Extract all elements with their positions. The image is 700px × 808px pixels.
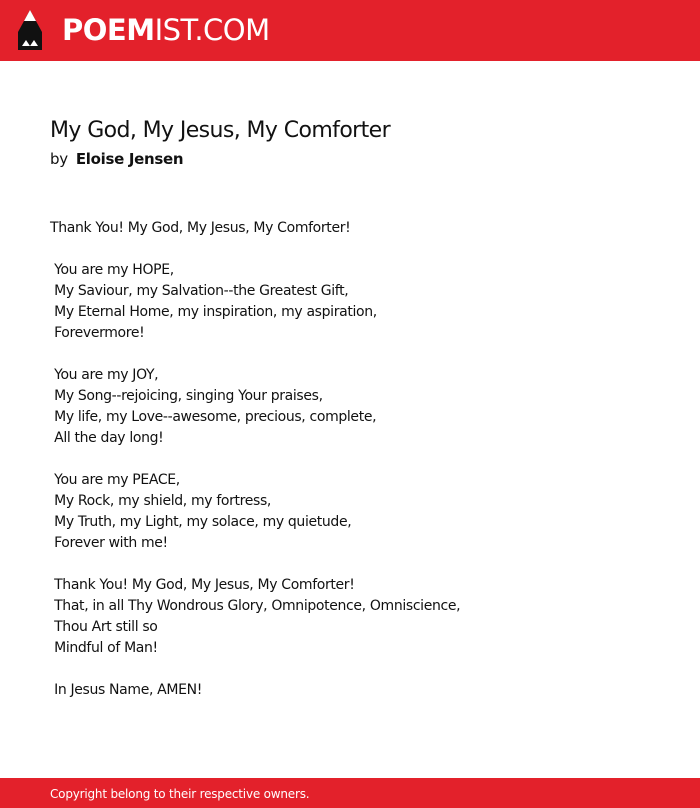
stanza-gap <box>50 554 670 575</box>
poem-line: My Eternal Home, my inspiration, my aspiration, <box>50 304 377 320</box>
poem-line: You are my JOY, <box>50 367 159 383</box>
site-footer <box>0 778 700 808</box>
poem-line: You are my HOPE, <box>50 262 174 278</box>
poem-line: Thank You! My God, My Jesus, My Comforter! <box>50 577 355 593</box>
logo-bold-text: POEM <box>62 13 155 47</box>
poem-line: All the day long! <box>50 430 164 446</box>
poem-line: Forever with me! <box>50 535 168 551</box>
byline <box>50 148 183 170</box>
poem-line: That, in all Thy Wondrous Glory, Omnipotence, Omniscience, <box>50 598 461 614</box>
poem-body <box>50 218 670 701</box>
poem-line: My life, my Love--awesome, precious, complete, <box>50 409 377 425</box>
poem-line: Mindful of Man! <box>50 640 158 656</box>
stanza-gap <box>50 344 670 365</box>
poem-line: Thou Art still so <box>50 619 158 635</box>
author-name: Eloise Jensen <box>75 150 184 168</box>
stanza-gap <box>50 239 670 260</box>
pencil-icon[interactable] <box>18 10 42 50</box>
poem-line: Thank You! My God, My Jesus, My Comforter! <box>50 220 351 236</box>
poem-title: My God, My Jesus, My Comforter <box>50 118 391 143</box>
site-logo[interactable] <box>62 13 270 47</box>
poem-line: Forevermore! <box>50 325 145 341</box>
stanza-gap <box>50 449 670 470</box>
copyright-text: Copyright belong to their respective owners. <box>50 787 310 801</box>
by-label: by <box>50 150 68 168</box>
stanza-gap <box>50 659 670 680</box>
poem-line: My Truth, my Light, my solace, my quietude, <box>50 514 352 530</box>
poem-line: My Rock, my shield, my fortress, <box>50 493 272 509</box>
logo-light-text: IST.COM <box>154 13 270 47</box>
poem-line: My Saviour, my Salvation--the Greatest Gift, <box>50 283 349 299</box>
poem-line: My Song--rejoicing, singing Your praises, <box>50 388 323 404</box>
site-header <box>0 0 700 61</box>
poem-line: In Jesus Name, AMEN! <box>50 682 202 698</box>
poem-line: You are my PEACE, <box>50 472 180 488</box>
